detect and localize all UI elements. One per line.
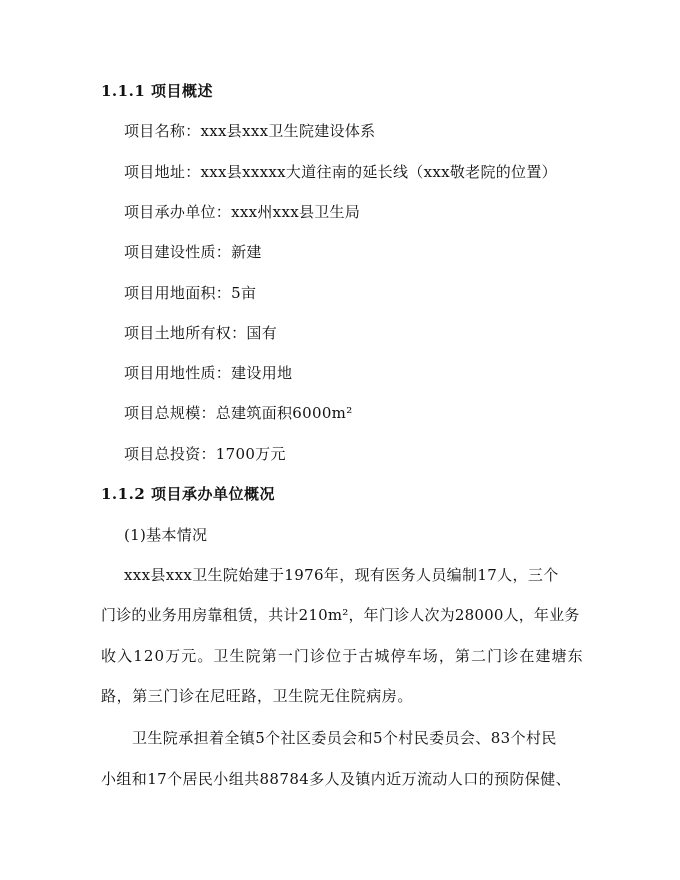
- paragraph-line: 小组和17个居民小组共88784多人及镇内近万流动人口的预防保健、: [101, 770, 572, 788]
- paragraph-line: xxx县xxx卫生院始建于1976年，现有医务人员编制17人，三个: [124, 566, 559, 584]
- paragraph-line: 路，第三门诊在尼旺路，卫生院无住院病房。: [101, 687, 414, 705]
- project-construction-nature: 项目建设性质：新建: [124, 243, 262, 261]
- project-total-scale: 项目总规模：总建筑面积6000m²: [124, 404, 353, 422]
- paragraph-line: 收入120万元。卫生院第一门诊位于古城停车场，第二门诊在建塘东: [101, 647, 584, 665]
- project-total-investment: 项目总投资：1700万元: [124, 445, 286, 463]
- section-heading-project-overview: 1.1.1 项目概述: [101, 82, 213, 100]
- project-address: 项目地址：xxx县xxxxx大道往南的延长线（xxx敬老院的位置）: [124, 163, 557, 181]
- section-heading-organizer-overview: 1.1.2 项目承办单位概况: [101, 485, 275, 503]
- paragraph-line: 门诊的业务用房靠租赁，共计210m²，年门诊人次为28000人，年业务: [101, 606, 580, 624]
- project-land-use: 项目用地性质：建设用地: [124, 364, 293, 382]
- project-land-area: 项目用地面积：5亩: [124, 284, 257, 302]
- subheading-basic-info: (1)基本情况: [124, 526, 208, 544]
- project-land-ownership: 项目土地所有权：国有: [124, 324, 278, 342]
- project-organizer: 项目承办单位：xxx州xxx县卫生局: [124, 203, 361, 221]
- paragraph-line: 卫生院承担着全镇5个社区委员会和5个村民委员会、83个村民: [132, 729, 557, 747]
- project-name: 项目名称：xxx县xxx卫生院建设体系: [124, 122, 376, 140]
